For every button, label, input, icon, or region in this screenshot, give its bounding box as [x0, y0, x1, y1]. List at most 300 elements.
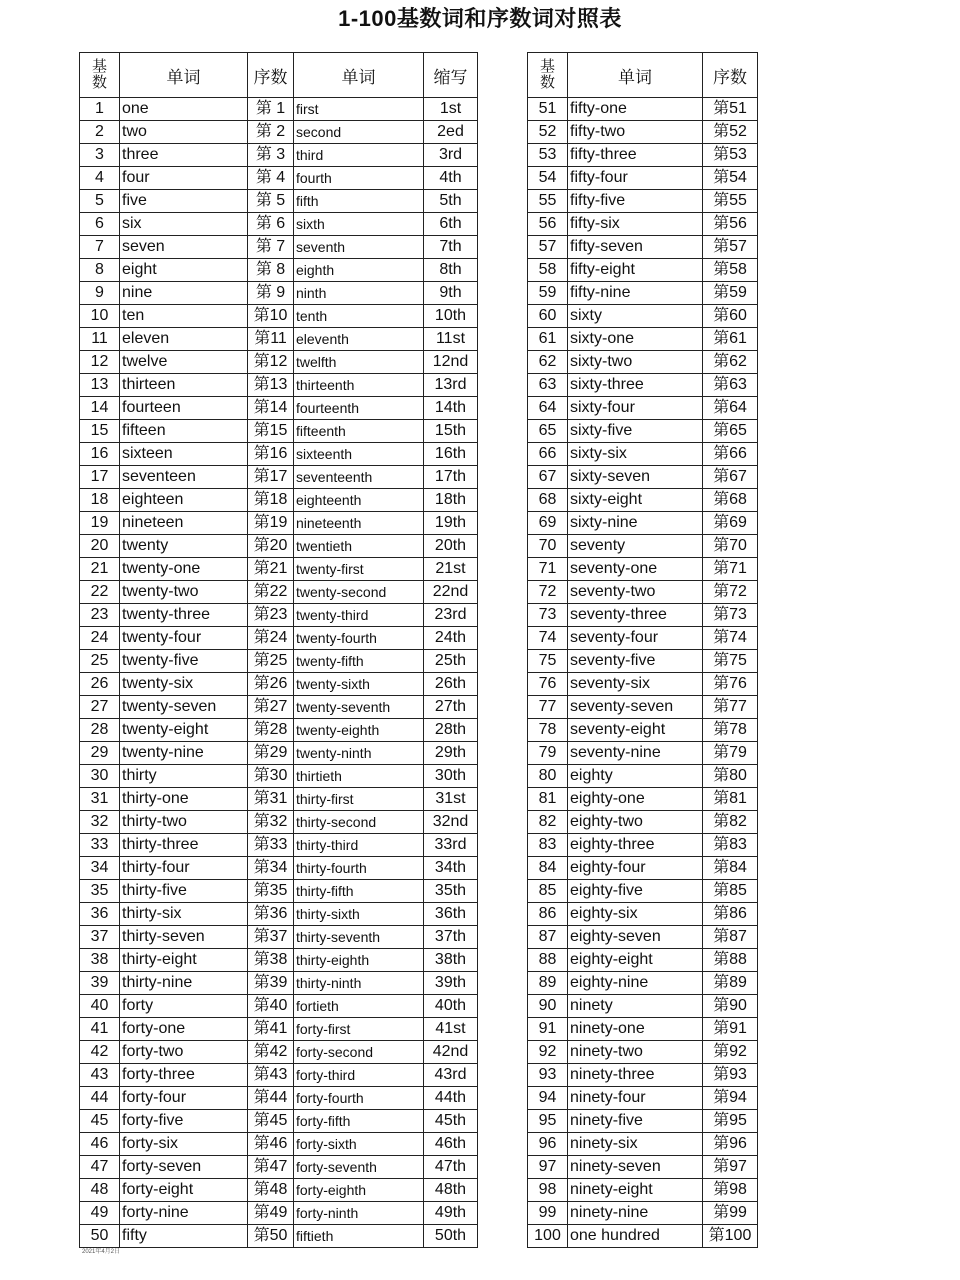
ordinal-number: 第36	[248, 903, 294, 926]
table-row	[80, 98, 478, 121]
ordinal-abbr: 10th	[424, 305, 478, 328]
cardinal-word: twenty-four	[120, 627, 248, 650]
ordinal-abbr: 2ed	[424, 121, 478, 144]
ordinal-word: fifth	[294, 190, 424, 213]
ordinal-word: fifteenth	[294, 420, 424, 443]
table-row	[528, 719, 758, 742]
cardinal-word: eighty	[568, 765, 703, 788]
table-row	[80, 926, 478, 949]
table-row	[80, 535, 478, 558]
cardinal-number: 59	[528, 282, 568, 305]
ordinal-number: 第98	[703, 1179, 758, 1202]
ordinal-number: 第53	[703, 144, 758, 167]
cardinal-word: twenty-three	[120, 604, 248, 627]
ordinal-number: 第94	[703, 1087, 758, 1110]
cardinal-word: thirteen	[120, 374, 248, 397]
table-row	[80, 305, 478, 328]
table-row	[528, 535, 758, 558]
ordinal-word: fortieth	[294, 995, 424, 1018]
ordinal-number: 第10	[248, 305, 294, 328]
cardinal-number: 67	[528, 466, 568, 489]
ordinal-number: 第82	[703, 811, 758, 834]
cardinal-number: 47	[80, 1156, 120, 1179]
ordinal-abbr: 14th	[424, 397, 478, 420]
table-row	[80, 190, 478, 213]
cardinal-word: sixty-three	[568, 374, 703, 397]
cardinal-word: eighty-one	[568, 788, 703, 811]
ordinal-number: 第89	[703, 972, 758, 995]
cardinal-word: eighty-two	[568, 811, 703, 834]
cardinal-number: 99	[528, 1202, 568, 1225]
ordinal-number: 第97	[703, 1156, 758, 1179]
ordinal-abbr: 12nd	[424, 351, 478, 374]
ordinal-abbr: 28th	[424, 719, 478, 742]
table-row	[528, 351, 758, 374]
ordinal-abbr: 7th	[424, 236, 478, 259]
ordinal-word: nineteenth	[294, 512, 424, 535]
cardinal-word: ninety-three	[568, 1064, 703, 1087]
cardinal-number: 85	[528, 880, 568, 903]
ordinal-word: seventeenth	[294, 466, 424, 489]
cardinal-number: 55	[528, 190, 568, 213]
table-row	[80, 972, 478, 995]
cardinal-word: forty-nine	[120, 1202, 248, 1225]
cardinal-number: 43	[80, 1064, 120, 1087]
cardinal-word: eighty-six	[568, 903, 703, 926]
ordinal-number: 第92	[703, 1041, 758, 1064]
ordinal-abbr: 23rd	[424, 604, 478, 627]
cardinal-word: thirty-six	[120, 903, 248, 926]
cardinal-word: twenty	[120, 535, 248, 558]
ordinal-abbr: 31st	[424, 788, 478, 811]
ordinal-number: 第38	[248, 949, 294, 972]
cardinal-word: thirty-four	[120, 857, 248, 880]
table-row	[80, 834, 478, 857]
cardinal-word: seventy-four	[568, 627, 703, 650]
cardinal-number: 32	[80, 811, 120, 834]
ordinal-abbr: 4th	[424, 167, 478, 190]
cardinal-number: 48	[80, 1179, 120, 1202]
table-row	[528, 466, 758, 489]
cardinal-word: thirty-two	[120, 811, 248, 834]
cardinal-number: 49	[80, 1202, 120, 1225]
ordinal-number: 第48	[248, 1179, 294, 1202]
cardinal-number: 4	[80, 167, 120, 190]
ordinal-number: 第11	[248, 328, 294, 351]
ordinal-word: twenty-ninth	[294, 742, 424, 765]
ordinal-word: twenty-second	[294, 581, 424, 604]
cardinal-number: 26	[80, 673, 120, 696]
ordinal-word: thirtieth	[294, 765, 424, 788]
cardinal-word: seventy-one	[568, 558, 703, 581]
ordinal-abbr: 39th	[424, 972, 478, 995]
cardinal-number: 73	[528, 604, 568, 627]
ordinal-number: 第16	[248, 443, 294, 466]
ordinal-number: 第73	[703, 604, 758, 627]
table-row	[80, 558, 478, 581]
header-word: 单词	[568, 53, 703, 98]
ordinal-abbr: 6th	[424, 213, 478, 236]
cardinal-word: eleven	[120, 328, 248, 351]
ordinal-number: 第64	[703, 397, 758, 420]
ordinal-abbr: 49th	[424, 1202, 478, 1225]
cardinal-word: forty-three	[120, 1064, 248, 1087]
cardinal-word: seventy-seven	[568, 696, 703, 719]
cardinal-word: seventy-eight	[568, 719, 703, 742]
ordinal-number: 第78	[703, 719, 758, 742]
ordinal-word: twentieth	[294, 535, 424, 558]
table-row	[80, 765, 478, 788]
cardinal-number: 22	[80, 581, 120, 604]
cardinal-number: 40	[80, 995, 120, 1018]
ordinal-word: thirty-second	[294, 811, 424, 834]
ordinal-number: 第77	[703, 696, 758, 719]
table-row	[80, 673, 478, 696]
cardinal-number: 9	[80, 282, 120, 305]
ordinal-number: 第54	[703, 167, 758, 190]
ordinal-number: 第24	[248, 627, 294, 650]
ordinal-number: 第19	[248, 512, 294, 535]
cardinal-number: 2	[80, 121, 120, 144]
table-row	[80, 1179, 478, 1202]
table-row	[80, 880, 478, 903]
ordinal-word: twenty-third	[294, 604, 424, 627]
ordinal-number: 第27	[248, 696, 294, 719]
table-row	[528, 696, 758, 719]
cardinal-word: eighty-seven	[568, 926, 703, 949]
ordinal-word: twelfth	[294, 351, 424, 374]
ordinal-abbr: 36th	[424, 903, 478, 926]
ordinal-abbr: 20th	[424, 535, 478, 558]
ordinal-word: forty-fifth	[294, 1110, 424, 1133]
ordinal-number: 第79	[703, 742, 758, 765]
header-word: 单词	[120, 53, 248, 98]
ordinal-word: eighth	[294, 259, 424, 282]
table-row	[528, 811, 758, 834]
ordinal-word: twenty-seventh	[294, 696, 424, 719]
cardinal-word: eighty-eight	[568, 949, 703, 972]
ordinal-word: thirty-ninth	[294, 972, 424, 995]
cardinal-number: 74	[528, 627, 568, 650]
ordinal-word: thirty-sixth	[294, 903, 424, 926]
ordinal-number: 第52	[703, 121, 758, 144]
cardinal-number: 10	[80, 305, 120, 328]
left-table	[79, 52, 478, 1248]
cardinal-number: 35	[80, 880, 120, 903]
ordinal-number: 第33	[248, 834, 294, 857]
ordinal-word: thirty-seventh	[294, 926, 424, 949]
table-row	[528, 489, 758, 512]
table-row	[80, 489, 478, 512]
ordinal-abbr: 48th	[424, 1179, 478, 1202]
table-row	[80, 1110, 478, 1133]
table-row	[528, 1179, 758, 1202]
table-row	[528, 1110, 758, 1133]
ordinal-number: 第60	[703, 305, 758, 328]
ordinal-word: eleventh	[294, 328, 424, 351]
ordinal-abbr: 34th	[424, 857, 478, 880]
ordinal-number: 第56	[703, 213, 758, 236]
cardinal-number: 56	[528, 213, 568, 236]
ordinal-word: forty-seventh	[294, 1156, 424, 1179]
table-row	[80, 1225, 478, 1248]
right-header-row	[528, 53, 758, 98]
ordinal-abbr: 42nd	[424, 1041, 478, 1064]
cardinal-word: thirty-three	[120, 834, 248, 857]
cardinal-word: forty	[120, 995, 248, 1018]
cardinal-number: 8	[80, 259, 120, 282]
ordinal-number: 第72	[703, 581, 758, 604]
cardinal-word: twenty-five	[120, 650, 248, 673]
ordinal-number: 第100	[703, 1225, 758, 1248]
ordinal-number: 第42	[248, 1041, 294, 1064]
ordinal-number: 第44	[248, 1087, 294, 1110]
ordinal-abbr: 19th	[424, 512, 478, 535]
ordinal-number: 第 8	[248, 259, 294, 282]
ordinal-word: thirty-fifth	[294, 880, 424, 903]
cardinal-word: thirty-five	[120, 880, 248, 903]
table-row	[528, 443, 758, 466]
ordinal-word: forty-first	[294, 1018, 424, 1041]
ordinal-abbr: 41st	[424, 1018, 478, 1041]
table-row	[80, 236, 478, 259]
cardinal-number: 65	[528, 420, 568, 443]
cardinal-word: fifty-seven	[568, 236, 703, 259]
ordinal-abbr: 27th	[424, 696, 478, 719]
cardinal-number: 57	[528, 236, 568, 259]
ordinal-abbr: 35th	[424, 880, 478, 903]
ordinal-number: 第30	[248, 765, 294, 788]
footnote: 2021年4月2日	[82, 1249, 121, 1255]
table-row	[80, 1018, 478, 1041]
cardinal-number: 7	[80, 236, 120, 259]
table-row	[528, 397, 758, 420]
ordinal-number: 第57	[703, 236, 758, 259]
table-row	[528, 788, 758, 811]
cardinal-number: 78	[528, 719, 568, 742]
ordinal-number: 第 3	[248, 144, 294, 167]
table-row	[528, 627, 758, 650]
cardinal-word: seventy-three	[568, 604, 703, 627]
cardinal-number: 53	[528, 144, 568, 167]
cardinal-word: forty-seven	[120, 1156, 248, 1179]
ordinal-abbr: 40th	[424, 995, 478, 1018]
cardinal-word: fifteen	[120, 420, 248, 443]
ordinal-word: forty-ninth	[294, 1202, 424, 1225]
ordinal-number: 第34	[248, 857, 294, 880]
cardinal-number: 18	[80, 489, 120, 512]
cardinal-word: five	[120, 190, 248, 213]
ordinal-word: third	[294, 144, 424, 167]
ordinal-abbr: 25th	[424, 650, 478, 673]
cardinal-number: 61	[528, 328, 568, 351]
cardinal-number: 45	[80, 1110, 120, 1133]
cardinal-number: 30	[80, 765, 120, 788]
cardinal-word: seventeen	[120, 466, 248, 489]
ordinal-word: fourteenth	[294, 397, 424, 420]
cardinal-number: 70	[528, 535, 568, 558]
ordinal-word: thirty-third	[294, 834, 424, 857]
ordinal-number: 第37	[248, 926, 294, 949]
cardinal-word: eight	[120, 259, 248, 282]
table-row	[80, 420, 478, 443]
cardinal-word: seventy-five	[568, 650, 703, 673]
ordinal-number: 第90	[703, 995, 758, 1018]
ordinal-word: twenty-eighth	[294, 719, 424, 742]
ordinal-abbr: 43rd	[424, 1064, 478, 1087]
ordinal-abbr: 32nd	[424, 811, 478, 834]
ordinal-number: 第17	[248, 466, 294, 489]
cardinal-number: 100	[528, 1225, 568, 1248]
cardinal-word: sixteen	[120, 443, 248, 466]
header-cardinal: 基数	[528, 53, 568, 98]
cardinal-number: 17	[80, 466, 120, 489]
ordinal-word: forty-eighth	[294, 1179, 424, 1202]
table-row	[528, 1087, 758, 1110]
table-row	[528, 949, 758, 972]
cardinal-number: 96	[528, 1133, 568, 1156]
right-table	[527, 52, 758, 1248]
cardinal-number: 11	[80, 328, 120, 351]
cardinal-word: forty-six	[120, 1133, 248, 1156]
cardinal-number: 51	[528, 98, 568, 121]
cardinal-word: twenty-seven	[120, 696, 248, 719]
cardinal-number: 88	[528, 949, 568, 972]
cardinal-word: four	[120, 167, 248, 190]
cardinal-number: 79	[528, 742, 568, 765]
table-row	[80, 811, 478, 834]
table-row	[80, 1202, 478, 1225]
ordinal-number: 第31	[248, 788, 294, 811]
cardinal-word: sixty-two	[568, 351, 703, 374]
table-row	[528, 1202, 758, 1225]
cardinal-number: 14	[80, 397, 120, 420]
cardinal-word: forty-one	[120, 1018, 248, 1041]
ordinal-abbr: 16th	[424, 443, 478, 466]
table-row	[80, 282, 478, 305]
cardinal-number: 1	[80, 98, 120, 121]
table-row	[528, 121, 758, 144]
cardinal-number: 24	[80, 627, 120, 650]
ordinal-number: 第68	[703, 489, 758, 512]
cardinal-word: sixty-seven	[568, 466, 703, 489]
cardinal-word: one	[120, 98, 248, 121]
ordinal-number: 第 5	[248, 190, 294, 213]
ordinal-abbr: 26th	[424, 673, 478, 696]
cardinal-word: sixty-five	[568, 420, 703, 443]
cardinal-number: 64	[528, 397, 568, 420]
table-row	[80, 443, 478, 466]
ordinal-number: 第12	[248, 351, 294, 374]
cardinal-word: nineteen	[120, 512, 248, 535]
cardinal-word: twelve	[120, 351, 248, 374]
table-row	[80, 696, 478, 719]
cardinal-word: twenty-two	[120, 581, 248, 604]
table-row	[528, 834, 758, 857]
cardinal-number: 75	[528, 650, 568, 673]
ordinal-number: 第45	[248, 1110, 294, 1133]
cardinal-word: twenty-eight	[120, 719, 248, 742]
cardinal-number: 23	[80, 604, 120, 627]
ordinal-word: forty-second	[294, 1041, 424, 1064]
ordinal-abbr: 21st	[424, 558, 478, 581]
cardinal-word: fifty-four	[568, 167, 703, 190]
cardinal-number: 81	[528, 788, 568, 811]
ordinal-number: 第74	[703, 627, 758, 650]
ordinal-number: 第80	[703, 765, 758, 788]
ordinal-number: 第67	[703, 466, 758, 489]
table-row	[80, 167, 478, 190]
cardinal-number: 77	[528, 696, 568, 719]
ordinal-number: 第70	[703, 535, 758, 558]
cardinal-word: thirty-eight	[120, 949, 248, 972]
ordinal-number: 第55	[703, 190, 758, 213]
cardinal-number: 36	[80, 903, 120, 926]
ordinal-number: 第91	[703, 1018, 758, 1041]
cardinal-word: ninety-eight	[568, 1179, 703, 1202]
cardinal-number: 80	[528, 765, 568, 788]
ordinal-abbr: 1st	[424, 98, 478, 121]
cardinal-word: sixty-four	[568, 397, 703, 420]
ordinal-abbr: 37th	[424, 926, 478, 949]
cardinal-number: 42	[80, 1041, 120, 1064]
table-row	[80, 397, 478, 420]
ordinal-number: 第 2	[248, 121, 294, 144]
cardinal-word: ninety-nine	[568, 1202, 703, 1225]
cardinal-number: 38	[80, 949, 120, 972]
ordinal-number: 第21	[248, 558, 294, 581]
ordinal-number: 第61	[703, 328, 758, 351]
ordinal-number: 第41	[248, 1018, 294, 1041]
ordinal-word: twenty-fourth	[294, 627, 424, 650]
ordinal-number: 第46	[248, 1133, 294, 1156]
cardinal-number: 58	[528, 259, 568, 282]
ordinal-abbr: 13rd	[424, 374, 478, 397]
cardinal-number: 69	[528, 512, 568, 535]
table-row	[80, 650, 478, 673]
table-row	[528, 98, 758, 121]
cardinal-word: ninety-five	[568, 1110, 703, 1133]
table-row	[80, 949, 478, 972]
table-row	[528, 558, 758, 581]
ordinal-number: 第29	[248, 742, 294, 765]
cardinal-word: forty-four	[120, 1087, 248, 1110]
cardinal-number: 19	[80, 512, 120, 535]
cardinal-word: fifty-three	[568, 144, 703, 167]
cardinal-number: 91	[528, 1018, 568, 1041]
ordinal-word: twenty-first	[294, 558, 424, 581]
ordinal-number: 第26	[248, 673, 294, 696]
ordinal-word: seventh	[294, 236, 424, 259]
cardinal-number: 50	[80, 1225, 120, 1248]
ordinal-number: 第20	[248, 535, 294, 558]
cardinal-word: eighty-four	[568, 857, 703, 880]
cardinal-number: 87	[528, 926, 568, 949]
ordinal-abbr: 8th	[424, 259, 478, 282]
cardinal-word: seven	[120, 236, 248, 259]
cardinal-number: 63	[528, 374, 568, 397]
ordinal-number: 第62	[703, 351, 758, 374]
cardinal-word: twenty-nine	[120, 742, 248, 765]
ordinal-word: forty-sixth	[294, 1133, 424, 1156]
cardinal-number: 93	[528, 1064, 568, 1087]
ordinal-word: first	[294, 98, 424, 121]
cardinal-word: one hundred	[568, 1225, 703, 1248]
ordinal-number: 第43	[248, 1064, 294, 1087]
table-row	[80, 1156, 478, 1179]
cardinal-word: ninety-two	[568, 1041, 703, 1064]
cardinal-word: thirty-nine	[120, 972, 248, 995]
